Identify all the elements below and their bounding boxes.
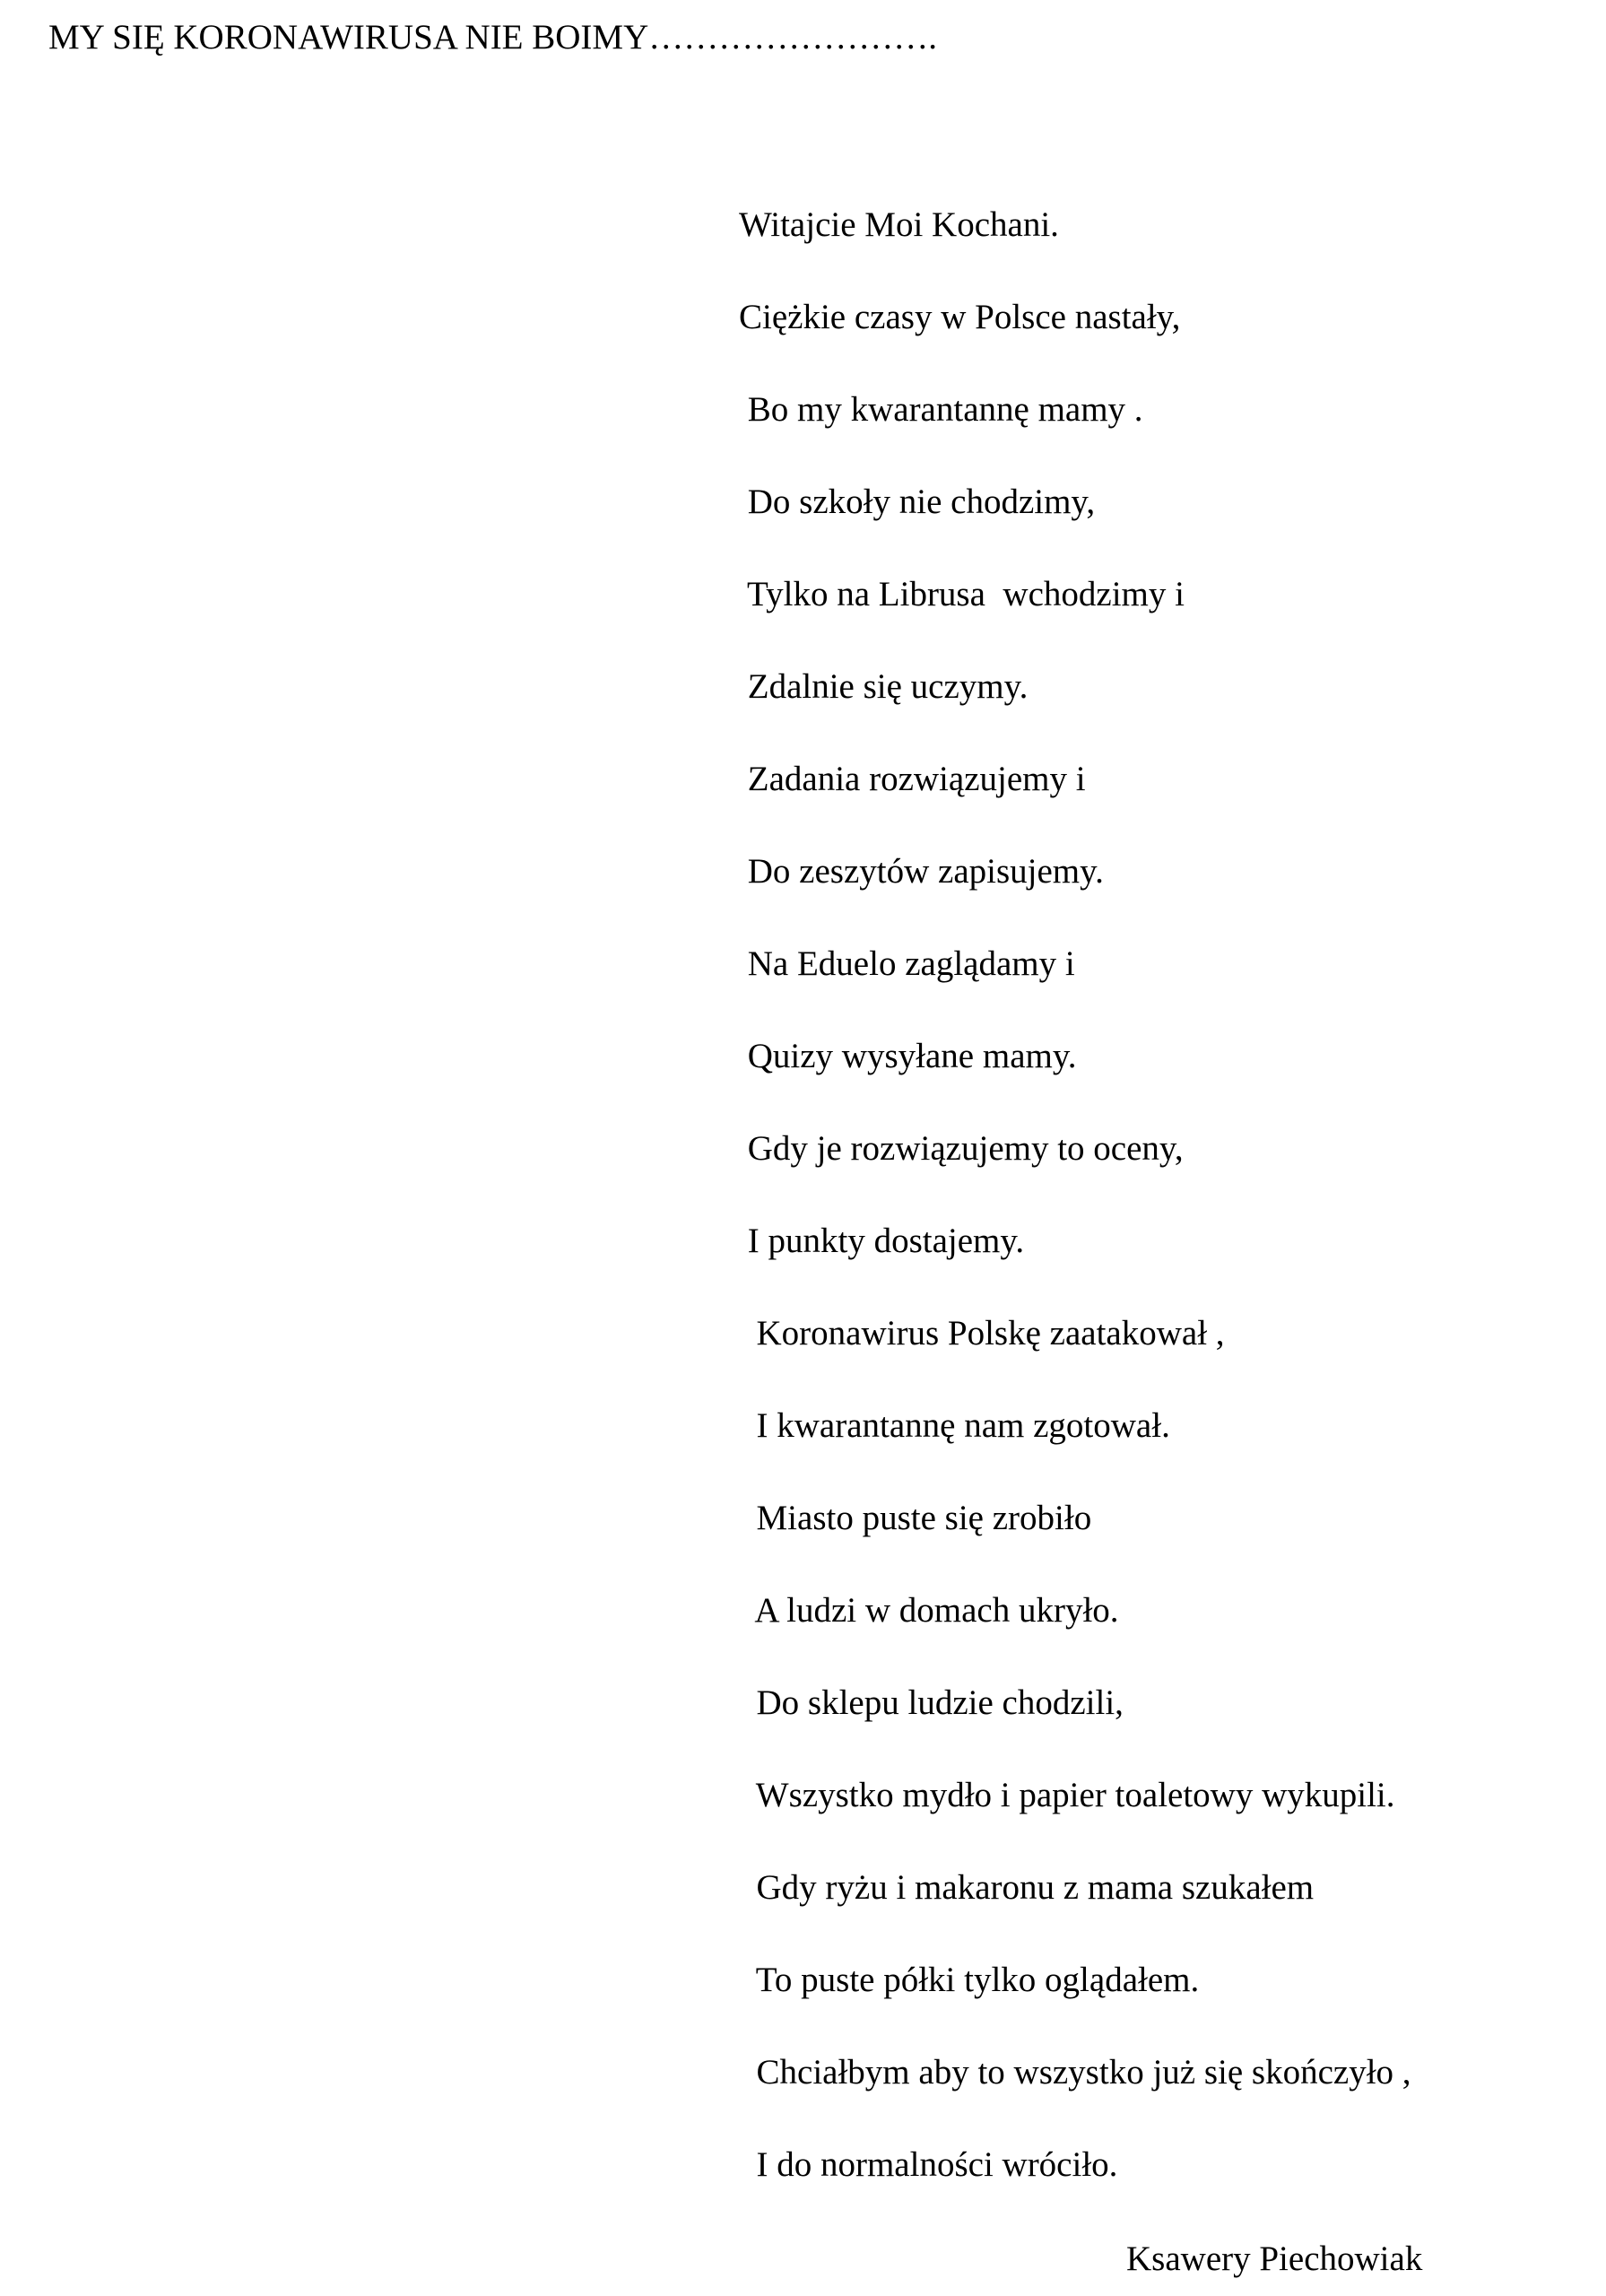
poem-line: Quizy wysyłane mamy. (739, 1037, 1077, 1075)
poem-line: I punkty dostajemy. (739, 1222, 1025, 1260)
poem-line: Chciałbym aby to wszystko już się skończyło , (739, 2053, 1411, 2092)
poem-line: Miasto puste się zrobiło (739, 1499, 1092, 1537)
poem-line: To puste półki tylko oglądałem. (739, 1961, 1200, 1999)
poem-line: Do szkoły nie chodzimy, (739, 483, 1096, 521)
poem-line: Do zeszytów zapisujemy. (739, 852, 1104, 891)
poem-line: Witajcie Moi Kochani. (739, 205, 1059, 244)
poem-line: A ludzi w domach ukryło. (739, 1591, 1119, 1630)
poem-line: Gdy je rozwiązujemy to oceny, (739, 1129, 1184, 1168)
poem-line: Na Eduelo zaglądamy i (739, 944, 1075, 983)
poem-line: Bo my kwarantannę mamy . (739, 390, 1143, 429)
poem-line: Ciężkie czasy w Polsce nastały, (739, 298, 1181, 336)
poem-line: I do normalności wróciło. (739, 2145, 1118, 2184)
poem-title: MY SIĘ KORONAWIRUSA NIE BOIMY……………………. (48, 18, 938, 57)
poem-line: Zadania rozwiązujemy i (739, 760, 1086, 798)
poem-line: Gdy ryżu i makaronu z mama szukałem (739, 1868, 1315, 1907)
poem-line: Wszystko mydło i papier toaletowy wykupili. (739, 1776, 1395, 1814)
poem-line: Koronawirus Polskę zaatakował , (739, 1314, 1225, 1352)
poem-line: Zdalnie się uczymy. (739, 667, 1029, 706)
author-signature: Ksawery Piechowiak (1126, 2239, 1423, 2278)
poem-line: Tylko na Librusa wchodzimy i (739, 575, 1185, 613)
poem-line: I kwarantannę nam zgotował. (739, 1406, 1170, 1445)
poem-line: Do sklepu ludzie chodzili, (739, 1683, 1124, 1722)
